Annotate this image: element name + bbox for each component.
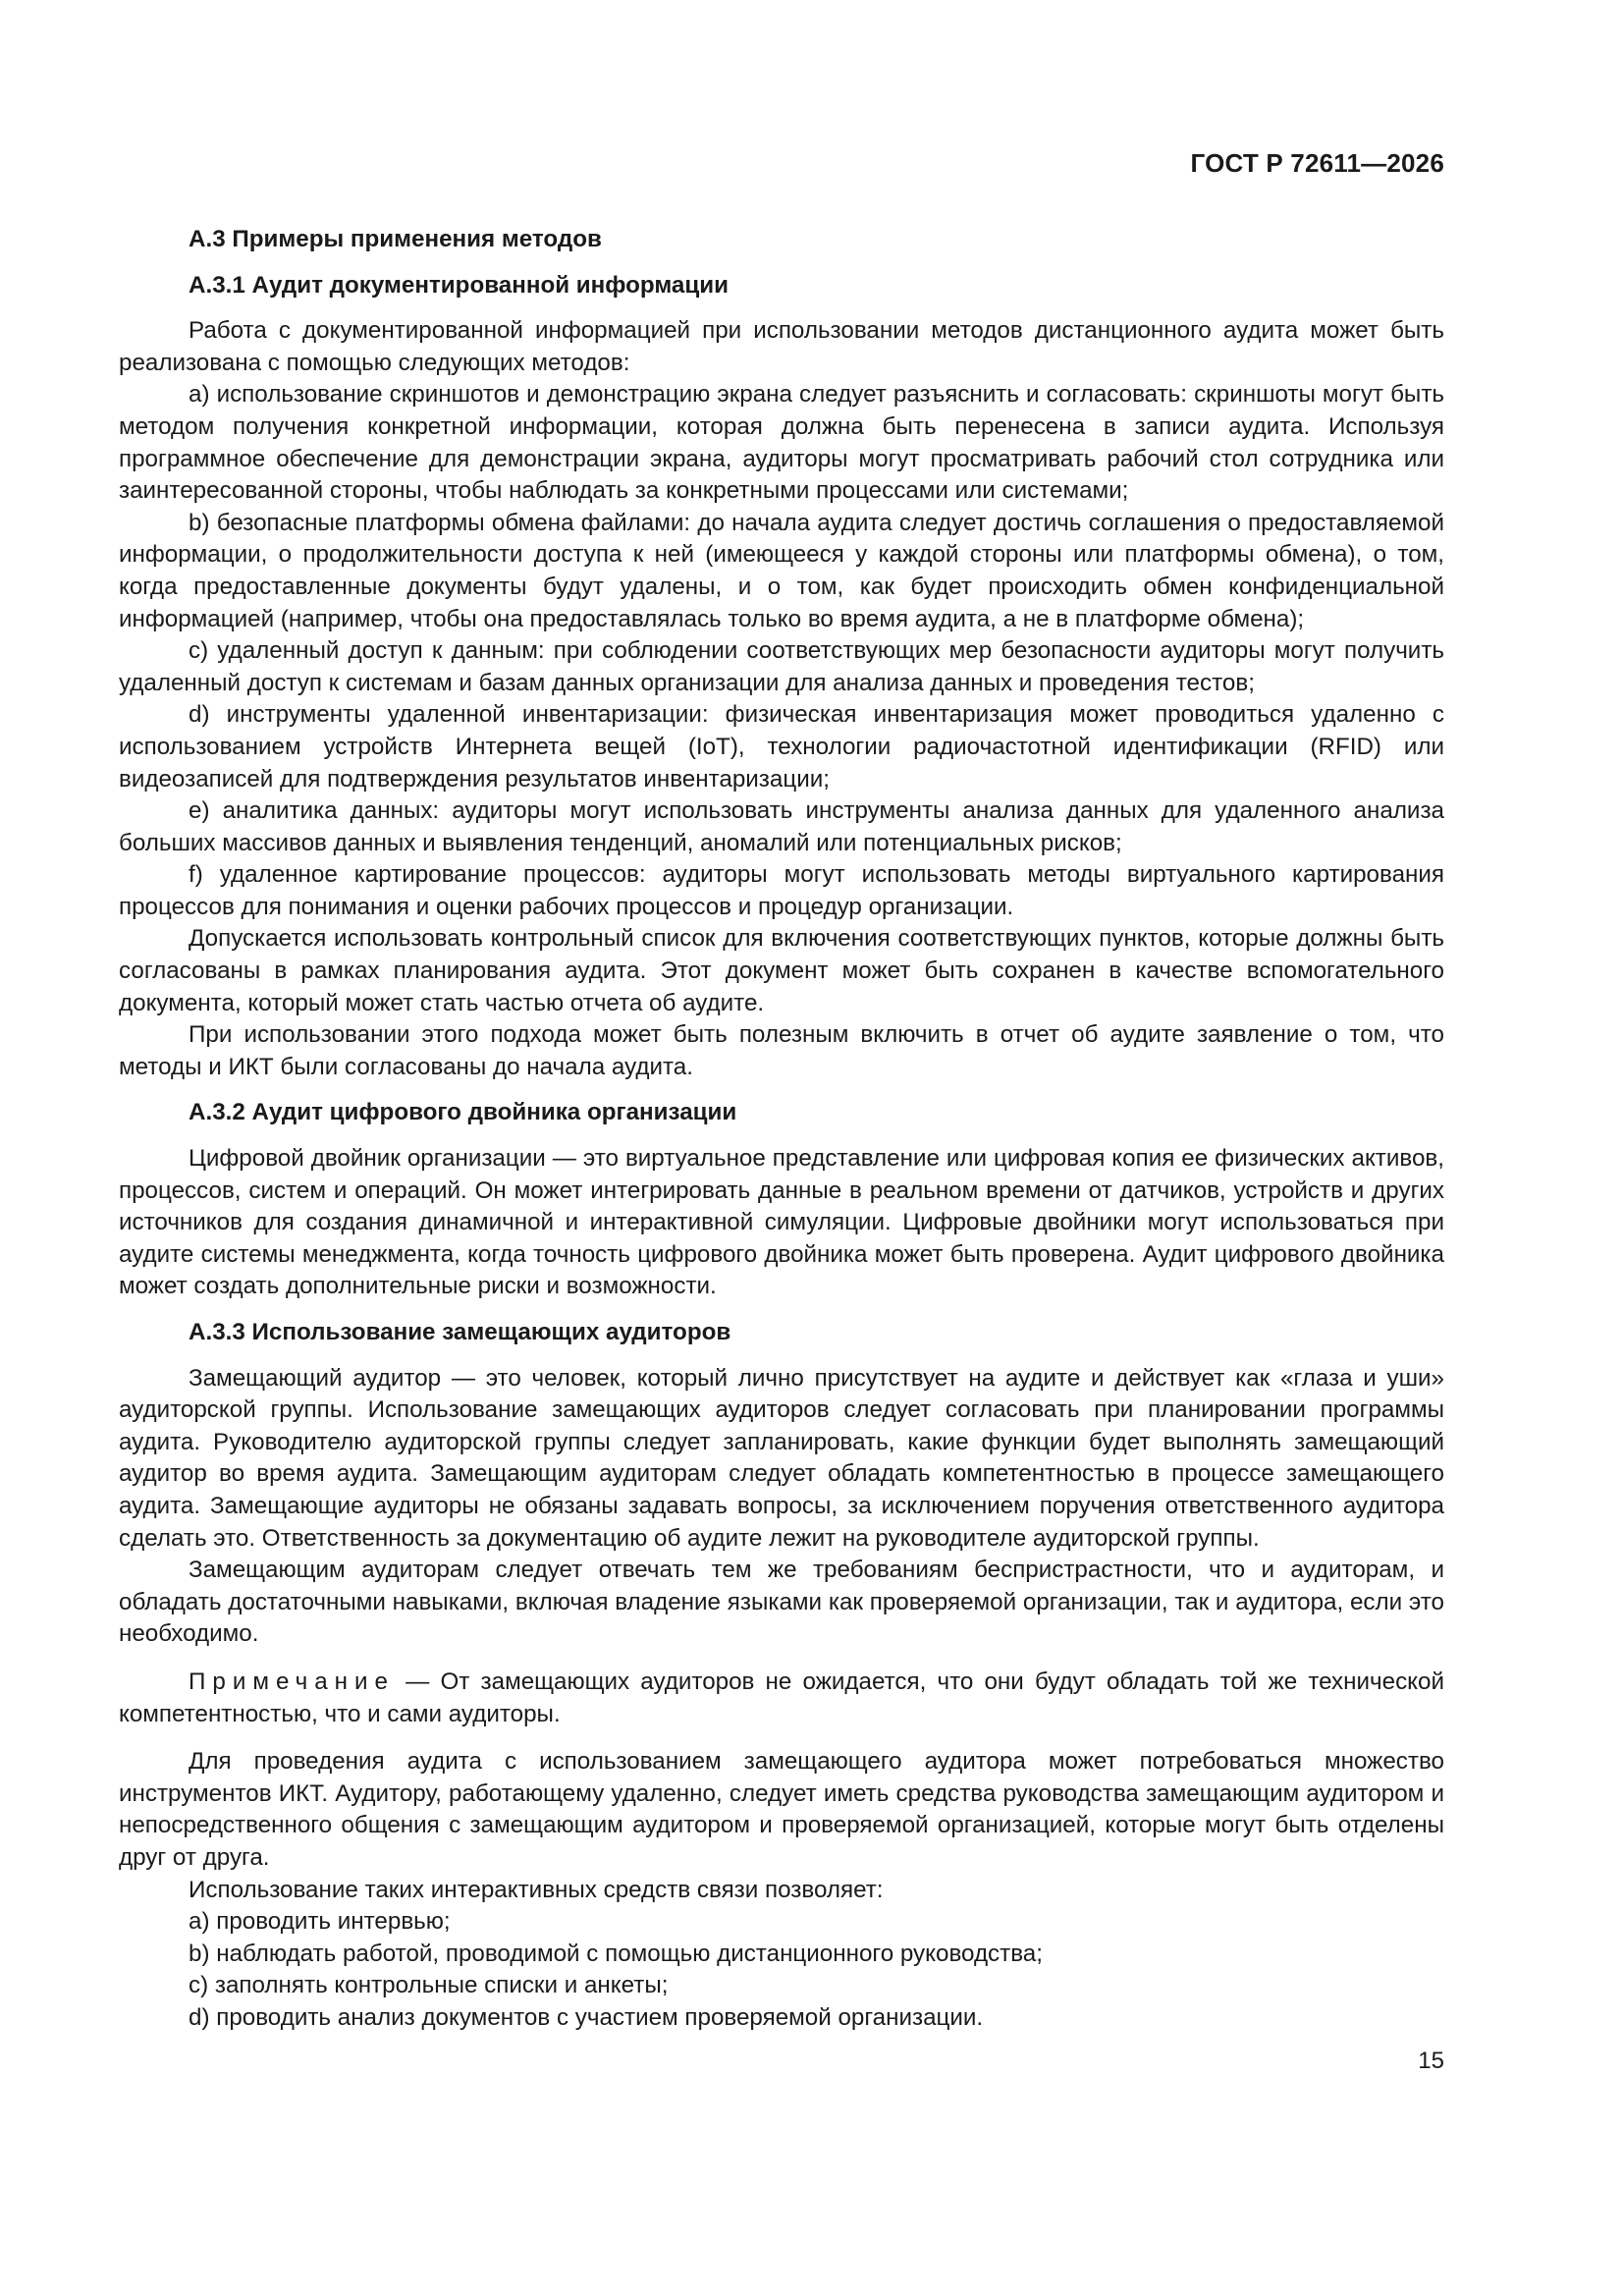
section-a32-heading: А.3.2 Аудит цифрового двойника организации — [189, 1099, 737, 1126]
section-a3-heading: А.3 Примеры применения методов — [189, 226, 602, 252]
note-label: Примечание — [189, 1667, 395, 1695]
list-item-a33-a: a) проводить интервью; — [189, 1908, 451, 1936]
list-item-a31-f: f) удаленное картирование процессов: аудиторы могут использовать методы виртуального картирования процессов для понимания и оценки рабочих процессов и процедур организации. — [119, 861, 1444, 920]
paragraph-impartiality: Замещающим аудиторам следует отвечать тем же требованиям беспристрастности, что и аудиторам, и обладать достаточными навыками, включая владение языками как проверяемой организации, так и аудитора, если это необходимо. — [119, 1557, 1444, 1648]
list-item-a31-d: d) инструменты удаленной инвентаризации: физическая инвентаризация может проводиться удаленно с использованием устройств Интернета вещей (IoT), технологии радиочастотной идентификации (RFID) или видеозаписей для подтверждения результатов инвентаризации; — [119, 701, 1444, 793]
note — [119, 1667, 1444, 1730]
list-item-a33-c: c) заполнять контрольные списки и анкеты; — [189, 1972, 669, 1999]
list-item-a33-b: b) наблюдать работой, проводимой с помощью дистанционного руководства; — [189, 1940, 1043, 1967]
section-a33-heading: А.3.3 Использование замещающих аудиторов — [189, 1319, 731, 1345]
document-body — [119, 224, 1444, 2034]
list-item-a31-e: e) аналитика данных: аудиторы могут использовать инструменты анализа данных для удаленного анализа больших массивов данных и выявления тенденций, аномалий или потенциальных рисков; — [119, 797, 1444, 856]
paragraph-checklist: Допускается использовать контрольный список для включения соответствующих пунктов, которые должны быть согласованы в рамках планирования аудита. Этот документ может быть сохранен в качестве вспомогательного документа, который может стать частью отчета об аудите. — [119, 925, 1444, 1016]
paragraph-report: При использовании этого подхода может быть полезным включить в отчет об аудите заявление о том, что методы и ИКТ были согласованы до начала аудита. — [119, 1021, 1444, 1080]
list-item-a31-b: b) безопасные платформы обмена файлами: до начала аудита следует достичь соглашения о предоставляемой информации, о продолжительности доступа к ней (имеющееся у каждой стороны или платформы обмена), о том, когда предоставленные документы будут удалены, и о том, как будет происходить обмен конфиденциальной информацией (например, чтобы она предоставлялась только во время аудита, а не в платформе обмена); — [119, 509, 1444, 632]
note-text: — От замещающих аудиторов не ожидается, что они будут обладать той же технической компетентностью, что и сами аудиторы. — [119, 1667, 1444, 1727]
list-item-a31-a: a) использование скриншотов и демонстрацию экрана следует разъяснить и согласовать: скриншоты могут быть методом получения конкретной информации, которая должна быть перенесена в записи аудита. Используя программное обеспечение для демонстрации экрана, аудиторы могут просматривать рабочий стол сотрудника или заинтересованной стороны, чтобы наблюдать за конкретными процессами или системами; — [119, 381, 1444, 505]
paragraph-interactive-means: Использование таких интерактивных средств связи позволяет: — [189, 1876, 884, 1903]
section-a31-intro: Работа с документированной информацией при использовании методов дистанционного аудита может быть реализована с помощью следующих методов: — [119, 317, 1444, 376]
section-a31-heading: А.3.1 Аудит документированной информации — [189, 271, 729, 299]
paragraph-surrogate-auditor: Замещающий аудитор — это человек, который лично присутствует на аудите и действует как «глаза и уши» аудиторской группы. Использование замещающих аудиторов следует согласовать при планировании программы аудита. Руководителю аудиторской группы следует запланировать, какие функции будет выполнять замещающий аудитор во время аудита. Замещающим аудиторам следует обладать компетентностью в процессе замещающего аудита. Замещающие аудиторы не обязаны задавать вопросы, за исключением поручения ответственного аудитора сделать это. Ответственность за документацию об аудите лежит на руководителе аудиторской группы. — [119, 1364, 1444, 1552]
paragraph-digital-twin: Цифровой двойник организации — это виртуальное представление или цифровая копия ее физических активов, процессов, систем и операций. Он может интегрировать данные в реальном времени от датчиков, устройств и других источников для создания динамичной и интерактивной симуляции. Цифровые двойники могут использоваться при аудите системы менеджмента, когда точность цифрового двойника может быть проверена. Аудит цифрового двойника может создать дополнительные риски и возможности. — [119, 1145, 1444, 1300]
standard-code: ГОСТ Р 72611—2026 — [1190, 148, 1444, 178]
list-item-a33-d: d) проводить анализ документов с участием проверяемой организации. — [189, 2003, 984, 2031]
page-number: 15 — [1418, 2048, 1444, 2074]
paragraph-ict-tools: Для проведения аудита с использованием замещающего аудитора может потребоваться множество инструментов ИКТ. Аудитору, работающему удаленно, следует иметь средства руководства замещающим аудитором и непосредственного общения с замещающим аудитором и проверяемой организацией, которые могут быть отделены друг от друга. — [119, 1748, 1444, 1871]
list-item-a31-c: c) удаленный доступ к данным: при соблюдении соответствующих мер безопасности аудиторы могут получить удаленный доступ к системам и базам данных организации для анализа данных и проведения тестов; — [119, 637, 1444, 696]
